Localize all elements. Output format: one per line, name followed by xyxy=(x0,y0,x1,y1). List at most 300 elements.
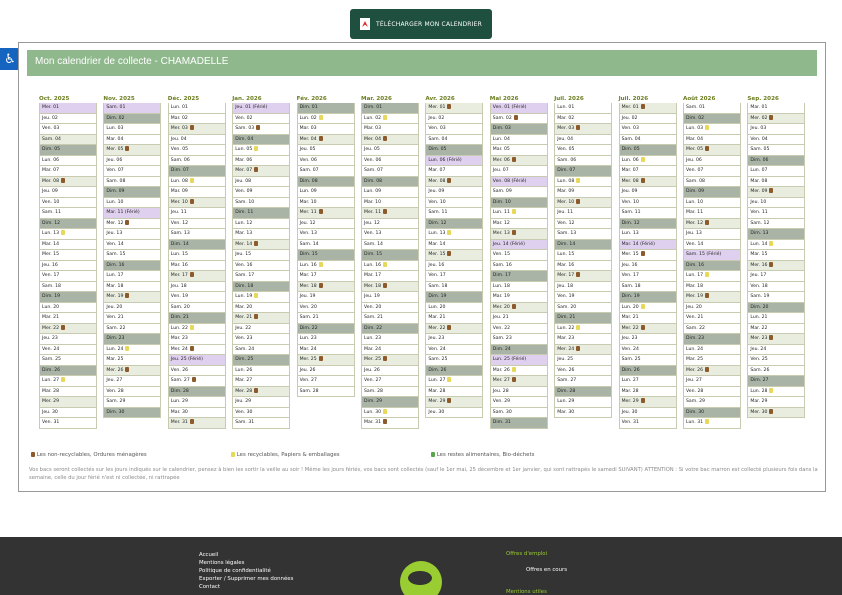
day-label: Mer. 19 xyxy=(686,294,704,299)
day-cell xyxy=(490,187,548,198)
day-cell xyxy=(361,397,419,408)
day-cell xyxy=(683,271,741,282)
day-cell xyxy=(619,397,677,408)
day-label: Ven. 28 xyxy=(106,388,124,394)
day-label: Lun. 24 xyxy=(106,346,124,352)
day-label: Sam. 14 xyxy=(364,241,383,247)
day-label: Mar. 02 xyxy=(557,115,575,121)
day-cell xyxy=(490,208,548,219)
day-label: Dim. 03 xyxy=(492,126,511,131)
brown-bin-icon xyxy=(190,199,194,204)
day-label: Lun. 27 xyxy=(621,378,639,383)
day-label: Jeu. 13 xyxy=(686,231,702,236)
footer-link-mentions[interactable]: Mentions légales xyxy=(199,560,245,566)
day-cell xyxy=(232,114,290,125)
day-label: Dim. 31 xyxy=(492,420,511,425)
day-label: Mer. 08 xyxy=(428,178,446,184)
day-cell xyxy=(425,103,483,114)
day-label: Ven. 19 xyxy=(557,294,575,299)
day-cell xyxy=(554,208,612,219)
footer xyxy=(0,537,842,595)
day-cell xyxy=(490,282,548,293)
day-cell xyxy=(232,124,290,135)
day-cell xyxy=(747,271,805,282)
day-label: Mar. 09 xyxy=(170,189,188,194)
day-cell xyxy=(747,177,805,188)
day-cell xyxy=(683,345,741,356)
day-cell xyxy=(103,345,161,356)
day-cell xyxy=(168,219,226,230)
day-label: Jeu. 21 xyxy=(492,315,509,320)
day-label: Mar. 14 (Férié) xyxy=(621,241,655,247)
day-cell xyxy=(490,355,548,366)
day-cell xyxy=(297,103,355,114)
legend-item-yellow: Les recyclables, Papiers & emballages xyxy=(229,451,419,459)
day-label: Lun. 06 (Férié) xyxy=(428,157,462,163)
day-cell xyxy=(425,324,483,335)
day-cell xyxy=(297,114,355,125)
footer-link-contact[interactable]: Contact xyxy=(199,584,220,590)
day-cell xyxy=(619,387,677,398)
day-cell xyxy=(232,219,290,230)
logo xyxy=(400,561,442,595)
day-label: Mer. 01 xyxy=(428,105,446,110)
day-label: Sam. 23 xyxy=(492,336,512,341)
day-label: Dim. 26 xyxy=(42,367,61,373)
day-label: Sam. 21 xyxy=(299,315,319,320)
day-cell xyxy=(103,334,161,345)
brown-bin-icon xyxy=(447,178,451,183)
day-cell xyxy=(683,229,741,240)
day-cell xyxy=(490,397,548,408)
day-label: Lun. 06 xyxy=(42,157,60,163)
day-cell xyxy=(361,124,419,135)
day-cell xyxy=(425,198,483,209)
day-label: Dim. 19 xyxy=(428,294,447,299)
yellow-bin-icon xyxy=(769,241,773,246)
day-cell xyxy=(103,387,161,398)
day-label: Mer. 01 xyxy=(621,105,639,110)
day-cell xyxy=(168,355,226,366)
day-label: Sam. 11 xyxy=(428,210,448,215)
day-cell xyxy=(297,240,355,251)
accessibility-icon[interactable]: ♿ xyxy=(0,48,20,70)
month-column xyxy=(103,95,161,418)
day-cell xyxy=(361,166,419,177)
brown-bin-icon xyxy=(125,146,129,151)
day-cell xyxy=(554,219,612,230)
day-cell xyxy=(297,156,355,167)
day-label: Mar. 21 xyxy=(621,315,639,320)
day-label: Dim. 30 xyxy=(106,409,125,415)
offres-link[interactable]: Offres en cours xyxy=(526,567,568,573)
day-cell xyxy=(619,366,677,377)
day-cell xyxy=(554,261,612,272)
day-cell xyxy=(425,313,483,324)
day-label: Mar. 19 xyxy=(492,294,510,299)
day-cell xyxy=(168,292,226,303)
day-label: Mar. 07 xyxy=(621,168,639,173)
brown-bin-icon xyxy=(319,356,323,361)
day-label: Dim. 04 xyxy=(235,136,254,142)
legend-item-brown: Les non-recyclables, Ordures ménagères xyxy=(29,451,219,459)
day-cell xyxy=(168,345,226,356)
day-label: Jeu. 20 xyxy=(106,304,123,310)
day-cell xyxy=(168,418,226,429)
brown-bin-icon xyxy=(383,136,387,141)
day-label: Ven. 21 xyxy=(686,315,704,320)
day-label: Mer. 18 xyxy=(364,283,382,289)
day-cell xyxy=(39,135,97,146)
day-label: Mer. 22 xyxy=(42,325,60,331)
day-label: Mer. 15 xyxy=(428,252,446,257)
calendar-header: Mon calendrier de collecte - CHAMADELLE xyxy=(27,50,817,76)
day-label: Mar. 30 xyxy=(170,409,188,415)
day-cell xyxy=(232,376,290,387)
day-cell xyxy=(232,240,290,251)
day-label: Mar. 04 xyxy=(106,136,124,142)
day-cell xyxy=(747,387,805,398)
footer-link-export[interactable]: Exporter / Supprimer mes données xyxy=(199,576,294,582)
day-cell xyxy=(619,229,677,240)
day-cell xyxy=(232,397,290,408)
day-label: Jeu. 01 (Férié) xyxy=(235,105,268,110)
day-label: Sam. 20 xyxy=(170,304,190,310)
day-label: Dim. 15 xyxy=(299,252,318,257)
day-label: Lun. 13 xyxy=(621,231,639,236)
brown-bin-icon xyxy=(641,251,645,256)
day-label: Lun. 17 xyxy=(106,273,124,278)
day-cell xyxy=(619,334,677,345)
day-label: Mer. 13 xyxy=(492,231,510,236)
day-label: Lun. 24 xyxy=(686,346,704,352)
day-label: Ven. 18 xyxy=(750,283,768,289)
day-cell xyxy=(619,324,677,335)
day-label: Ven. 22 xyxy=(492,325,511,331)
day-cell xyxy=(297,166,355,177)
day-cell xyxy=(490,177,548,188)
day-cell xyxy=(619,271,677,282)
day-label: Ven. 20 xyxy=(299,304,317,310)
day-label: Mer. 19 xyxy=(106,294,124,299)
day-label: Lun. 27 xyxy=(42,378,60,383)
day-label: Lun. 21 xyxy=(750,315,768,320)
day-label: Ven. 10 xyxy=(621,199,639,205)
day-cell xyxy=(683,397,741,408)
day-label: Ven. 12 xyxy=(557,220,575,226)
brown-bin-icon xyxy=(705,146,709,151)
day-label: Sam. 25 xyxy=(621,357,641,362)
day-label: Jeu. 14 (Férié) xyxy=(492,241,525,247)
day-cell xyxy=(103,366,161,377)
day-label: Jeu. 17 xyxy=(750,273,767,278)
day-cell xyxy=(39,145,97,156)
day-cell xyxy=(168,177,226,188)
day-label: Lun. 08 xyxy=(170,178,188,184)
day-label: Jeu. 24 xyxy=(750,346,767,352)
day-label: Mar. 09 xyxy=(557,189,575,194)
day-cell xyxy=(361,156,419,167)
day-label: Mer. 29 xyxy=(621,399,639,404)
day-label: Mar. 13 xyxy=(235,231,253,236)
day-cell xyxy=(425,366,483,377)
day-label: Mer. 08 xyxy=(42,178,60,184)
day-label: Mar. 08 xyxy=(750,178,768,184)
day-label: Ven. 08 (Férié) xyxy=(492,178,527,184)
day-cell xyxy=(232,408,290,419)
footer-link-privacy[interactable]: Politique de confidentialité xyxy=(199,568,271,574)
day-label: Jeu. 10 xyxy=(750,199,767,205)
day-label: Sam. 28 xyxy=(299,388,319,394)
day-cell xyxy=(168,303,226,314)
day-label: Ven. 11 xyxy=(750,210,768,215)
day-cell xyxy=(683,324,741,335)
brown-bin-icon xyxy=(190,125,194,130)
day-label: Dim. 02 xyxy=(686,115,705,121)
day-label: Mer. 12 xyxy=(106,220,124,226)
day-cell xyxy=(103,408,161,419)
day-cell xyxy=(554,250,612,261)
day-label: Sam. 25 xyxy=(42,357,61,362)
day-cell xyxy=(619,187,677,198)
day-label: Mer. 04 xyxy=(364,136,382,142)
month-column xyxy=(232,95,290,429)
day-label: Dim. 08 xyxy=(364,178,383,184)
day-cell xyxy=(297,313,355,324)
day-cell xyxy=(747,103,805,114)
day-label: Jeu. 30 xyxy=(621,409,638,415)
day-label: Dim. 07 xyxy=(557,168,576,173)
day-cell xyxy=(297,250,355,261)
day-cell xyxy=(103,282,161,293)
day-cell xyxy=(168,198,226,209)
day-label: Mer. 12 xyxy=(686,220,704,226)
day-cell xyxy=(554,229,612,240)
day-label: Jeu. 30 xyxy=(42,409,58,415)
day-cell xyxy=(554,345,612,356)
footer-link-accueil[interactable]: Accueil xyxy=(199,552,219,558)
day-cell xyxy=(425,240,483,251)
day-label: Mar. 18 xyxy=(106,283,124,289)
day-label: Sam. 21 xyxy=(364,315,383,320)
day-cell xyxy=(103,397,161,408)
brown-bin-icon xyxy=(769,335,773,340)
day-cell xyxy=(39,240,97,251)
day-label: Sam. 18 xyxy=(428,283,448,289)
brown-bin-icon xyxy=(61,178,65,183)
day-label: Ven. 13 xyxy=(364,231,382,236)
day-cell xyxy=(361,250,419,261)
day-cell xyxy=(490,124,548,135)
yellow-bin-icon xyxy=(705,419,709,424)
day-cell xyxy=(168,387,226,398)
yellow-bin-icon xyxy=(383,409,387,414)
day-cell xyxy=(490,271,548,282)
brown-bin-icon xyxy=(125,220,129,225)
day-cell xyxy=(490,261,548,272)
month-column xyxy=(361,95,419,429)
brown-bin-icon xyxy=(576,346,580,351)
green-bin-icon xyxy=(431,452,435,457)
day-label: Mer. 27 xyxy=(492,378,510,383)
day-cell xyxy=(168,145,226,156)
day-label: Ven. 26 xyxy=(170,367,189,373)
yellow-bin-icon xyxy=(641,304,645,309)
day-label: Sam. 16 xyxy=(492,262,512,268)
day-label: Sam. 17 xyxy=(235,273,255,278)
day-label: Sam. 11 xyxy=(42,210,61,215)
day-cell xyxy=(747,240,805,251)
day-cell xyxy=(297,355,355,366)
day-cell xyxy=(554,135,612,146)
day-cell xyxy=(361,208,419,219)
day-cell xyxy=(683,408,741,419)
day-label: Jeu. 22 xyxy=(235,325,252,331)
day-label: Sam. 25 xyxy=(428,357,448,362)
day-label: Jeu. 27 xyxy=(686,378,702,383)
footer-links xyxy=(199,551,293,591)
day-cell xyxy=(490,145,548,156)
day-label: Lun. 04 xyxy=(492,136,510,142)
day-cell xyxy=(361,313,419,324)
day-cell xyxy=(361,355,419,366)
day-label: Ven. 07 xyxy=(686,168,704,173)
day-cell xyxy=(747,261,805,272)
day-label: Mer. 28 xyxy=(235,388,253,394)
brown-bin-icon xyxy=(190,272,194,277)
day-label: Dim. 26 xyxy=(621,367,640,373)
yellow-bin-icon xyxy=(319,115,323,120)
day-label: Dim. 22 xyxy=(364,325,383,331)
day-cell xyxy=(103,250,161,261)
day-cell xyxy=(39,219,97,230)
day-label: Ven. 13 xyxy=(299,231,317,236)
day-cell xyxy=(490,376,548,387)
yellow-bin-icon xyxy=(190,325,194,330)
day-cell xyxy=(683,103,741,114)
brown-bin-icon xyxy=(514,115,518,120)
brown-bin-icon xyxy=(383,209,387,214)
day-label: Ven. 15 xyxy=(492,252,511,257)
day-label: Mar. 10 xyxy=(364,199,382,205)
day-cell xyxy=(361,408,419,419)
day-label: Lun. 08 xyxy=(557,178,575,184)
brown-bin-icon xyxy=(641,178,645,183)
day-label: Mer. 09 xyxy=(750,189,768,194)
day-cell xyxy=(361,135,419,146)
day-label: Ven. 05 xyxy=(170,147,189,152)
day-cell xyxy=(39,345,97,356)
day-label: Lun. 01 xyxy=(557,105,575,110)
day-cell xyxy=(361,261,419,272)
brown-bin-icon xyxy=(190,419,194,424)
day-label: Sam. 27 xyxy=(557,378,577,383)
day-cell xyxy=(747,208,805,219)
day-cell xyxy=(619,313,677,324)
day-label: Mer. 22 xyxy=(428,325,446,331)
day-cell xyxy=(490,366,548,377)
day-label: Mar. 23 xyxy=(170,336,188,341)
day-cell xyxy=(490,303,548,314)
day-cell xyxy=(683,261,741,272)
day-cell xyxy=(683,334,741,345)
day-cell xyxy=(619,282,677,293)
day-label: Jeu. 18 xyxy=(557,283,574,289)
day-label: Lun. 07 xyxy=(750,168,768,173)
day-cell xyxy=(683,124,741,135)
brown-bin-icon xyxy=(254,314,258,319)
day-cell xyxy=(297,219,355,230)
day-cell xyxy=(232,103,290,114)
day-cell xyxy=(425,261,483,272)
day-cell xyxy=(39,408,97,419)
day-cell xyxy=(297,229,355,240)
day-label: Dim. 29 xyxy=(364,399,383,404)
day-label: Sam. 29 xyxy=(106,399,126,404)
day-label: Mar. 14 xyxy=(428,241,446,247)
day-cell xyxy=(619,208,677,219)
day-label: Dim. 12 xyxy=(428,220,447,226)
day-cell xyxy=(425,208,483,219)
brown-bin-icon xyxy=(512,230,516,235)
day-label: Mar. 23 xyxy=(557,336,575,341)
day-cell xyxy=(747,219,805,230)
day-label: Dim. 15 xyxy=(364,252,383,257)
day-cell xyxy=(232,177,290,188)
day-cell xyxy=(425,376,483,387)
day-label: Dim. 06 xyxy=(750,157,769,163)
day-cell xyxy=(232,366,290,377)
day-label: Ven. 06 xyxy=(364,157,382,163)
day-label: Mar. 03 xyxy=(299,126,317,131)
brown-bin-icon xyxy=(641,104,645,109)
day-label: Mar. 22 xyxy=(750,325,768,331)
day-cell xyxy=(103,313,161,324)
day-cell xyxy=(490,250,548,261)
day-cell xyxy=(554,114,612,125)
day-label: Ven. 20 xyxy=(364,304,382,310)
day-cell xyxy=(168,124,226,135)
day-label: Sam. 15 xyxy=(106,252,126,257)
day-label: Jeu. 29 xyxy=(235,399,252,404)
day-cell xyxy=(554,177,612,188)
day-label: Mer. 15 xyxy=(42,252,60,257)
day-label: Dim. 18 xyxy=(235,283,254,289)
day-cell xyxy=(619,198,677,209)
month-header: Oct. 2025 xyxy=(39,96,70,102)
download-calendar-button[interactable] xyxy=(350,9,492,39)
day-label: Ven. 19 xyxy=(170,294,189,299)
day-cell xyxy=(103,376,161,387)
month-column xyxy=(297,95,355,397)
day-label: Mar. 16 xyxy=(170,262,188,268)
day-cell xyxy=(297,177,355,188)
day-cell xyxy=(490,198,548,209)
day-label: Ven. 31 xyxy=(621,420,639,425)
day-label: Dim. 07 xyxy=(170,168,189,173)
day-label: Sam. 08 xyxy=(686,178,705,184)
day-cell xyxy=(747,282,805,293)
day-label: Ven. 30 xyxy=(235,409,253,415)
day-label: Lun. 23 xyxy=(299,336,317,341)
day-cell xyxy=(619,355,677,366)
day-label: Jeu. 04 xyxy=(557,136,574,142)
brown-bin-icon xyxy=(512,157,516,162)
brown-bin-icon xyxy=(705,367,709,372)
day-label: Ven. 14 xyxy=(686,241,704,247)
day-cell xyxy=(232,166,290,177)
day-cell xyxy=(39,303,97,314)
